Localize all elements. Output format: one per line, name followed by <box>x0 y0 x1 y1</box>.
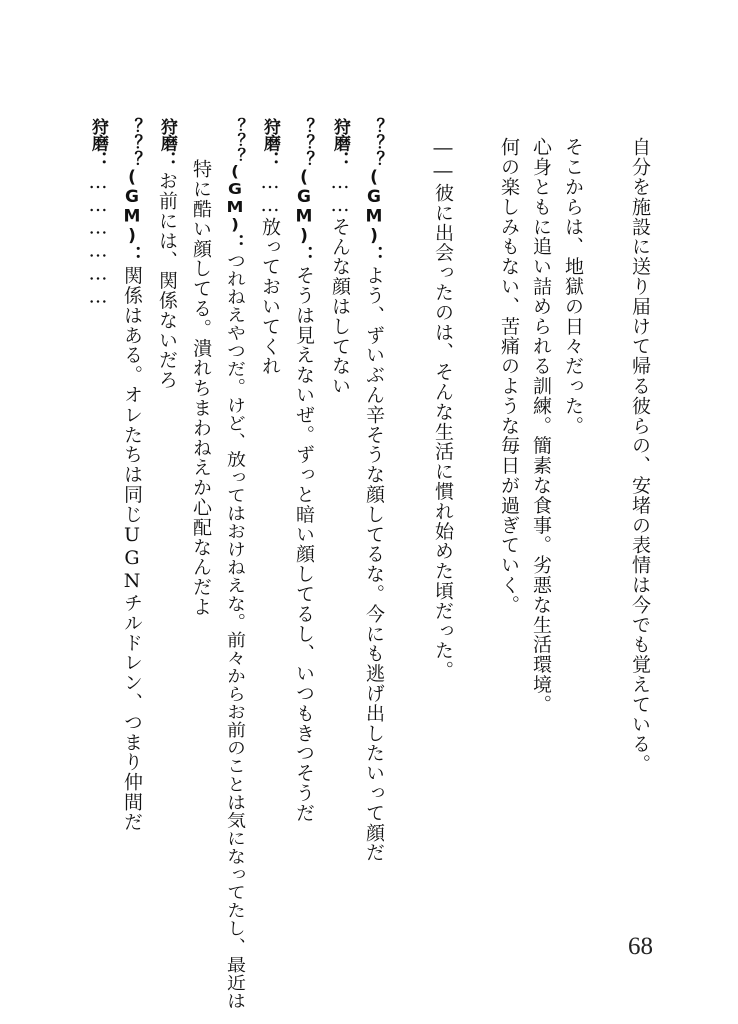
speaker-colon: ： <box>87 151 109 171</box>
speaker-name: 狩磨 <box>330 118 350 151</box>
speaker-colon: ： <box>224 233 246 252</box>
page-number: 68 <box>628 933 653 960</box>
speaker-name: 狩磨 <box>157 118 177 151</box>
dialogue-text: つれねえやつだ。けど、放ってはおけねえな。前々からお前のことは気になってたし、最近は <box>224 251 246 1010</box>
speaker-name: ？？？(GM) <box>364 118 384 246</box>
narration-line: 何の楽しみもない、苦痛のような毎日が過ぎていく。 <box>498 137 520 615</box>
narration-line: ――彼に出会ったのは、そんな生活に慣れ始めた頃だった。 <box>432 137 454 681</box>
dialogue-text: ……………… <box>87 170 109 309</box>
dialogue-line <box>364 118 383 862</box>
dialogue-line <box>330 118 349 396</box>
narration-line: 心身ともに追い詰められる訓練。簡素な食事。劣悪な生活環境。 <box>530 137 552 715</box>
dialogue-line <box>88 118 107 308</box>
speaker-colon: ： <box>259 151 281 171</box>
speaker-name: 狩磨 <box>88 118 108 151</box>
dialogue-text: よう、ずいぶん辛そうな顔してるな。今にも逃げ出したいって顔だ <box>363 265 385 863</box>
speaker-name: ？？？(GM) <box>225 118 245 234</box>
dialogue-text: ……放っておいてくれ <box>259 170 281 376</box>
speaker-colon: ： <box>329 151 351 171</box>
narration-line: そこからは、地獄の日々だった。 <box>562 137 584 436</box>
dialogue-text: お前には、関係ないだろ <box>156 170 178 390</box>
dialogue-line <box>260 118 279 376</box>
dialogue-line <box>157 118 176 390</box>
speaker-colon: ： <box>293 245 315 266</box>
speaker-colon: ： <box>156 151 178 171</box>
speaker-colon: ： <box>363 245 385 266</box>
dialogue-text: そうは見えないぜ。ずっと暗い顔してるし、いつもきつそうだ <box>293 265 315 823</box>
speaker-name: ？？？(GM) <box>294 118 314 246</box>
dialogue-line <box>294 118 313 823</box>
dialogue-text: ……そんな顔はしてない <box>329 170 351 396</box>
dialogue-continuation: 特に酷い顔してる。潰れちまわねえか心配なんだよ <box>190 159 212 617</box>
dialogue-line <box>225 118 244 1010</box>
speaker-name: 狩磨 <box>260 118 280 151</box>
dialogue-text: 関係はある。オレたちは同じUGNチルドレン、つまり仲間だ <box>121 265 143 832</box>
speaker-colon: ： <box>121 245 143 266</box>
dialogue-line <box>122 118 141 832</box>
narration-line: 自分を施設に送り届けて帰る彼らの、安堵の表情は今でも覚えている。 <box>629 137 651 774</box>
speaker-name: ？？？(GM) <box>122 118 142 246</box>
